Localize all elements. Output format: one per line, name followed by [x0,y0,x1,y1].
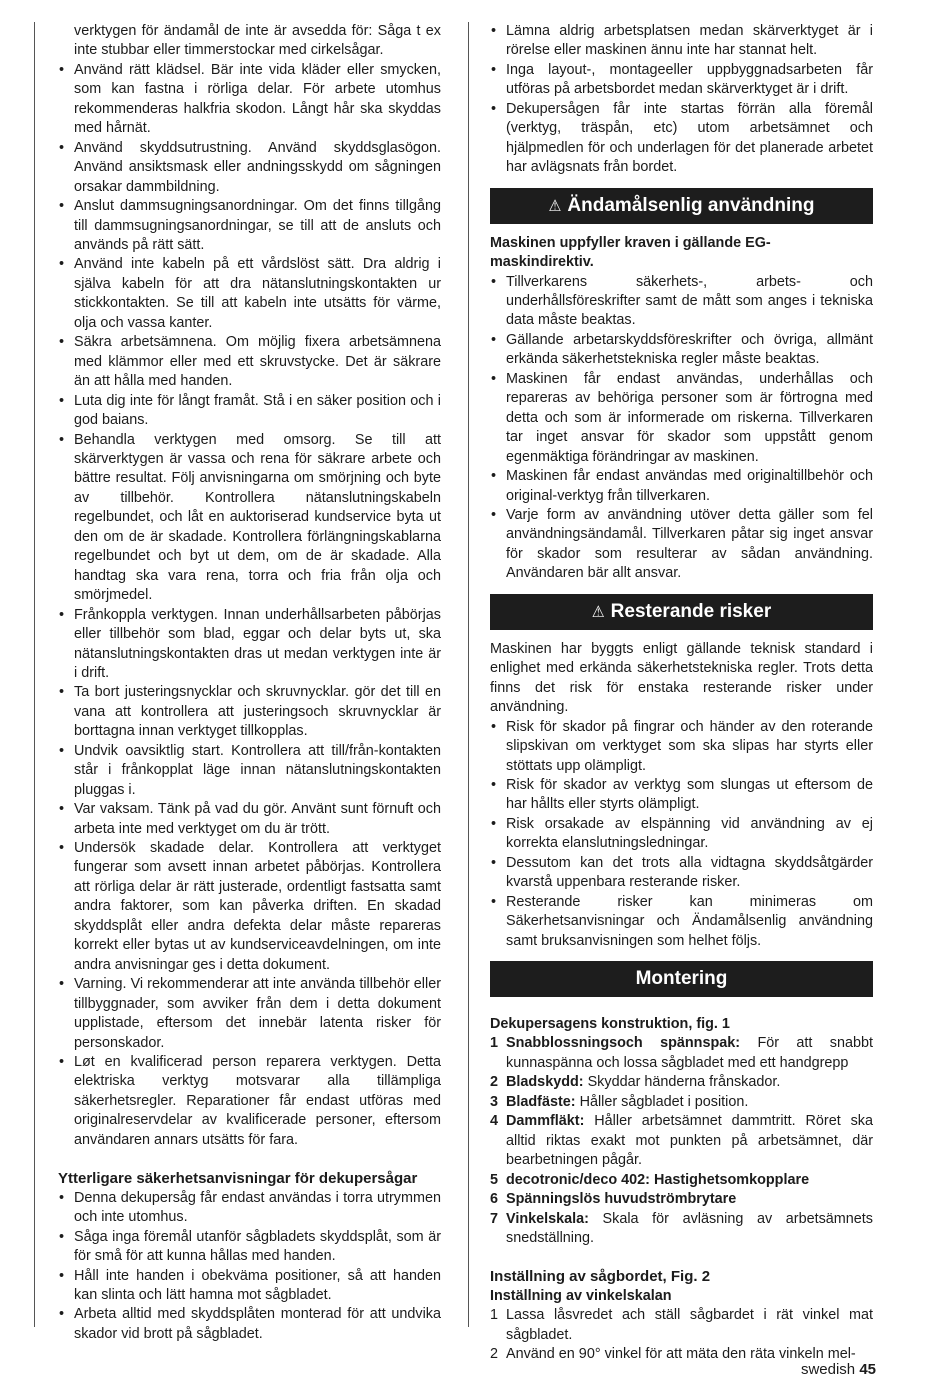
construction-item-number: 4 [490,1113,499,1130]
construction-item-text: Skyddar händerna frånskador. [583,1074,781,1091]
residual-risks-banner [490,594,873,630]
intended-use-bullet-item: • Varje form av användning utöver detta gäller som fel användningsändamål. Tillverkaren påtar sig inget ansvar för skador som resulterar av sådan användning. Användaren bär allt ansvar. [490,506,873,584]
intended-use-bullet-item: • Maskinen får endast användas med originaltillbehör och original-verktyg från tillverkaren. [490,467,873,506]
construction-item-text: Skala för avläsning av arbetsämnets snedställning. [506,1210,873,1247]
construction-item-number: 2 [490,1074,499,1091]
construction-item [490,1093,873,1112]
construction-item [490,1073,873,1092]
construction-heading: Dekupersagens konstruktion, fig. 1 [490,1016,730,1033]
intro-continuation: verktygen för ändamål de inte är avsedda för: Såga t ex inte stubbar eller timmerstockar med cirkelsågar. [74,23,441,59]
intended-use-bullet-item: • Gällande arbetarskyddsföreskrifter och övriga, allmänt erkända säkerhetstekniska regler måste beaktas. [490,331,873,370]
safety-bullet-item: • Använd inte kabeln på ett vårdslöst sätt. Dra aldrig i själva kabeln för att dra nätanslutningskontakten ur stickkontakten. Se till att kabeln inte utsätts för värme, olja och vassa kanter. [58,255,441,333]
residual-risk-bullet-item: • Dessutom kan det trots alla vidtagna skyddsåtgärder kvarstå uppenbara resterande risker. [490,854,873,893]
safety-bullet-item: • Undersök skadade delar. Kontrollera att verktyget fungerar som avsett innan arbetet påbörjas. Kontrollera att rörliga delar är rätt justerade, ordentligt fastsatta samt andra faktorer, som kan påverka driften. En skadad skyddsplåt eller andra defekta delar måste repareras korrekt eller bytas ut av kundserviceavdelningen, om inte andra anvisningar ges i detta dokument. [58,839,441,975]
construction-item-label: Bladskydd: [506,1074,584,1091]
construction-item [490,1171,873,1190]
safety-bullet-item: • Anslut dammsugningsanordningar. Om det finns tillgång till dammsugningsanordningar, se till att de ansluts och används på rätt sätt. [58,197,441,255]
intended-use-bullet-item: • Tillverkarens säkerhets-, arbets- och underhållsföreskrifter samt de mått som anges i tekniska data måste beaktas. [490,273,873,331]
table-setting-heading: Inställning av sågbordet, Fig. 2 [490,1268,711,1286]
construction-item-text: Håller arbetsämnet dammtritt. Röret ska alltid riktas exakt mot punkten på arbetsämnet, där bearbetningen pågår. [506,1113,873,1169]
extra-safety-bullet-item: • Såga inga föremål utanför sågbladets skyddsplåt, som är för små för att kunna hållas med handen. [58,1228,441,1267]
safety-bullet-item: • Varning. Vi rekommenderar att inte använda tillbehör eller tillbyggnader, som avviker från dem i detta dokument upplistade, eftersom det innebär latenta risker för personskador. [58,975,441,1053]
angle-step [490,1306,873,1345]
extra-safety-bullet-item: • Denna dekupersåg får endast användas i torra utrymmen och inte utomhus. [58,1189,441,1228]
safety-bullet-item: • Använd skyddsutrustning. Använd skyddsglasögon. Använd ansiktsmask eller andningsskydd om sågningen orsakar dammbildning. [58,139,441,197]
warning-triangle-icon: ⚠ [591,603,605,621]
workplace-bullet-list [490,22,873,178]
construction-item-label: Vinkelskala: [506,1210,589,1227]
warning-triangle-icon: ⚠ [548,197,562,215]
angle-steps-list [490,1306,873,1364]
right-column [490,22,873,1365]
extra-safety-bullet-item: • Arbeta alltid med skyddsplåten monterad för att undvika skador vid brott på sågbladet. [58,1305,441,1344]
construction-item-label: Snabblossningsoch spännspak: [506,1035,741,1052]
construction-item-text: Håller sågbladet i position. [575,1093,749,1110]
footer-language: swedish [800,1361,856,1378]
angle-step-number: 1 [490,1307,499,1324]
residual-risk-bullet-item: • Risk för skador på fingrar och händer av den roterande slipskivan om verktyget som ska slipas har styrts eller stöttats upp olämpligt. [490,718,873,776]
extra-safety-bullet-item: • Håll inte handen i obekväma positioner, så att handen kan slinta och lätt hamna mot sågbladet. [58,1267,441,1306]
construction-item [490,1112,873,1170]
angle-step-number: 2 [490,1346,499,1363]
intended-use-banner [490,188,873,224]
intended-use-lead: Maskinen uppfyller kraven i gällande EG-maskindirektiv. [490,234,771,271]
safety-bullet-item: • Frånkoppla verktygen. Innan underhållsarbeten påbörjas eller tillbehör som blad, eggar och delar byts ut, ska nätanslutningskontakten dras ut medan verktygen inte är i drift. [58,606,441,684]
workplace-bullet-item: • Inga layout-, montageeller uppbyggnadsarbeten får utföras på arbetsbordet medan skärverktyget är i drift. [490,61,873,100]
construction-item-number: 7 [490,1210,499,1227]
assembly-banner [490,961,873,997]
column-divider-rule [468,22,469,1327]
safety-bullet-item: • Løt en kvalificerad person reparera verktygen. Detta elektriska verktyg motsvarar alla tillämpliga säkerhetsregler. Reparationer får endast utföras med originalreservdelar av kvalificerade personer, eftersom användaren annars utsätts för fara. [58,1053,441,1150]
page-number: 45 [859,1361,876,1378]
residual-risk-bullet-item: • Risk orsakade av elspänning vid användning av ej korrekta elanslutningsledningar. [490,815,873,854]
intended-use-bullet-list [490,273,873,584]
residual-risks-bullet-list [490,718,873,951]
residual-risk-bullet-item: • Risk för skador av verktyg som slungas ut eftersom de har hållts eller styrts olämpligt. [490,776,873,815]
safety-bullet-item: • Var vaksam. Tänk på vad du gör. Använt sunt förnuft och arbeta inte med verktyget om du är trött. [58,800,441,839]
workplace-bullet-item: • Dekupersågen får inte startas förrän alla föremål (verktyg, träspån, etc) utom arbetsämnet och hjälpmedlen för och underlagen för det planerade arbetet har avlägsnats från bordet. [490,100,873,178]
intended-use-heading: Ändamålsenlig användning [567,194,815,216]
angle-scale-subheading: Inställning av vinkelskalan [490,1287,672,1304]
construction-parts-list [490,1034,873,1248]
left-column [58,22,441,1344]
safety-bullet-item: • Behandla verktygen med omsorg. Se till att skärverktygen är vassa och rena för säkrare arbete och bättre resultat. Följ anvisningarna om smörjning och byte av tillbehör. Kontrollera nätanslutningskabeln regelbundet, och låt en auktoriserad kundservice byta ut den om de är skadade. Kontrollera förlängningskablarna regelbundet och byt ut dem, om de är skadade. Alla handtag ska vara rena, torra och fria från olja och smörjmedel. [58,431,441,606]
residual-risk-bullet-item: • Resterande risker kan minimeras om Säkerhetsanvisningar och Ändamålsenlig användning samt bruksanvisningen som helhet följs. [490,893,873,951]
safety-bullet-item: • Luta dig inte för långt framåt. Stå i en säker position och i god baians. [58,392,441,431]
left-margin-rule [34,22,35,1327]
page-footer [801,1361,876,1378]
safety-bullet-item: • Undvik oavsiktlig start. Kontrollera att till/från-kontakten står i frånkopplat läge innan nätanslutningskontakten pluggas i. [58,742,441,800]
angle-step-text: Använd en 90° vinkel för att mäta den räta vinkeln mel- [506,1346,856,1363]
assembly-heading: Montering [635,968,728,990]
safety-bullet-list [58,61,441,1150]
workplace-bullet-item: • Lämna aldrig arbetsplatsen medan skärverktyget är i rörelse eller maskinen ännu inte har stannat helt. [490,22,873,61]
construction-item [490,1210,873,1249]
construction-item-label: Bladfäste: [506,1093,576,1110]
intended-use-bullet-item: • Maskinen får endast användas, underhållas och repareras av behöriga personer som är förtrogna med detta och som är informerade om riskerna. Tillverkaren tar inget ansvar för skador som uppstått genom egenmäktiga förändringar av maskinen. [490,370,873,467]
safety-bullet-item: • Använd rätt klädsel. Bär inte vida kläder eller smycken, som kan fastna i rörliga delar. För arbete utomhus rekommenderas halkfria skodon. Långt hår ska skyddas med hårnät. [58,61,441,139]
construction-item [490,1190,873,1209]
construction-item-number: 1 [490,1035,499,1052]
extra-safety-bullet-list [58,1189,441,1345]
construction-item-number: 3 [490,1093,499,1110]
extra-safety-heading: Ytterligare säkerhetsanvisningar för dekupersågar [58,1170,418,1188]
construction-item-label: decotronic/deco 402: Hastighetsomkopplare [506,1171,810,1188]
construction-item [490,1034,873,1073]
residual-risks-heading: Resterande risker [610,600,772,622]
safety-bullet-item: • Säkra arbetsämnena. Om möjlig fixera arbetsämnena med klämmor eller med ett skruvstycke. Det är säkrare än att hålla med handen. [58,333,441,391]
construction-item-number: 6 [490,1191,499,1208]
construction-item-label: Dammfläkt: [506,1113,585,1130]
construction-item-label: Spänningslös huvudströmbrytare [506,1191,737,1208]
construction-item-text: För att snabbt kunnaspänna och lossa sågbladet med ett handgrepp [506,1035,873,1071]
residual-risks-intro: Maskinen har byggts enligt gällande teknisk standard i enlighet med erkända säkerhetstekniska regler. Trots detta finns det risk för enstaka resterande risker under användning. [490,640,873,716]
construction-item-number: 5 [490,1171,499,1188]
angle-step-text: Lassa låsvredet ach ställ sågbardet i rät vinkel mat sågbladet. [506,1307,873,1343]
safety-bullet-item: • Ta bort justeringsnycklar och skruvnycklar. gör det till en vana att kontrollera att justeringsoch skruvnycklar är borttagna innan verktyget tillkopplas. [58,683,441,741]
